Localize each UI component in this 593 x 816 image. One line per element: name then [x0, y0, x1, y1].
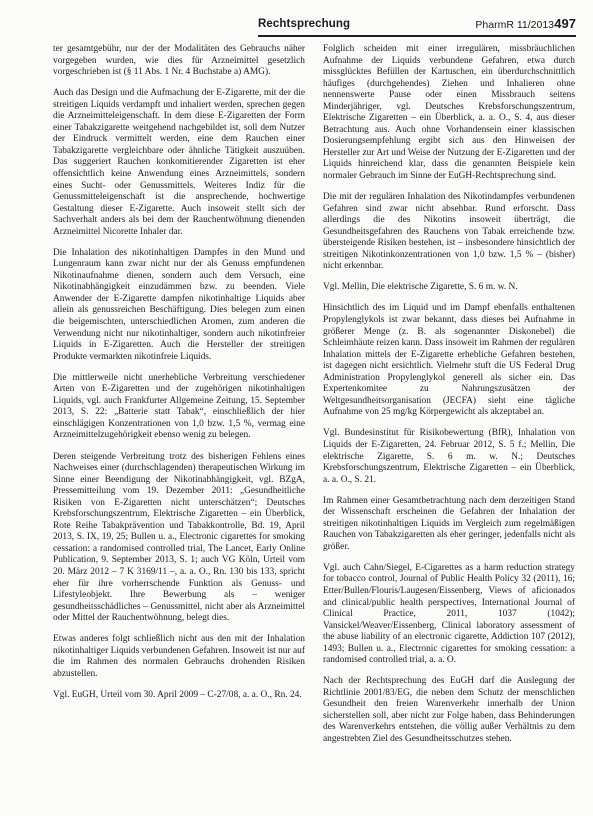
paragraph: Im Rahmen einer Gesamtbetrachtung nach dem derzeitigen Stand der Wissenschaft erscheinen die Gefahren der Inhalation der streitigen nikotinhaltigen Liquids im Vergleich zum regelmäßigen Rauchen von Tabakzigaretten als eher geringer, jedenfalls nicht als größer.	[323, 495, 575, 552]
citation: Vgl. Mellin, Die elektrische Zigarette, S. 6 m. w. N.	[323, 282, 518, 293]
paragraph: ter gesamtgebühr, nur der der Modalitäten des Gebrauchs näher vorgegeben wurden, wie dies für Arzneimittel gesetzlich vorgeschrieben ist (§ 11 Abs. 1 Nr. 4 Buchstabe a) AMG).	[53, 44, 305, 78]
citation: Vgl. EuGH, Urteil vom 30. April 2009 – C-27/08, a. a. O., Rn. 24.	[53, 689, 302, 700]
citation: Vgl. Bundesinstitut für Risikobewertung (BfR), Inhalation von Liquids der E-Zigaretten, 24. Februar 2012, S. 5 f.; Mellin, Die elektrische Zigarette, S. 6 m. w. N.; Deutsches Krebsforschungszentrum, Elektrische Zigaretten – ein Überblick, a. a. O., S. 21.	[323, 428, 575, 485]
paragraph: Die mittlerweile nicht unerhebliche Verbreitung verschiedener Arten von E-Zigaretten und der zugehörigen nikotinhaltigen Liquids, vgl. auch Frankfurter Allgemeine Zeitung, 15. September 2013, S. 22: „Batterie statt Tabak“, einschließlich der hier einschlägigen Konzentrationen von 1,0 bzw. 1,5 %, vermag eine Arzneimittelzugehörigkeit ebenso wenig zu belegen.	[53, 372, 305, 441]
paragraph: Folglich scheiden mit einer irregulären, missbräuchlichen Aufnahme der Liquids verbundene Gefahren, etwa durch missglücktes Befüllen der Kartuschen, ein überdurchschnittlich häufiges (durchgehendes) Ziehen und Inhalieren ohne nennenswerte Pause oder einen Missbrauch seitens Minderjähriger, vgl. Deutsches Krebsforschungszentrum, Elektrische Zigaretten – ein Überblick, a. a. O., S. 4, aus dieser Betrachtung aus. Auch ohne Vorhandensein einer klassischen Dosierungsempfehlung ergibt sich aus den Hinweisen der Hersteller zur Art und Weise der Nutzung der E-Zigaretten und der Liquids hinreichend klar, dass die genannten Beispiele kein normaler Gebrauch im Sinne der EuGH-Rechtsprechung sind.	[323, 44, 575, 182]
citation: Vgl. auch Cahn/Siegel, E-Cigarettes as a harm reduction strategy for tobacco control, Journal of Public Health Policy 32 (2011), 16; Etter/Bullen/Flouris/Laugesen/Eissenberg, Views of aficionados and clinical/public health perspectives, International Journal of Clinical Practice, 2011, 1037 (1042); Vansickel/Weaver/Eissenberg, Clinical laboratory assessment of the abuse liability of an electronic cigarette, Addiction 107 (2012), 1493; Bullen u. a., Electronic cigarettes for smoking cessation: a randomised controlled trial, a. a. O.	[323, 562, 575, 666]
left-column	[53, 44, 305, 804]
header-rule	[258, 35, 576, 37]
paragraph: Nach der Rechtsprechung des EuGH darf die Auslegung der Richtlinie 2001/83/EG, die neben dem Schutz der menschlichen Gesundheit den freien Warenverkehr innerhalb der Union sicherstellen soll, aber nicht zur Folge haben, dass Behinderungen des Warenverkehrs entstehen, die völlig außer Verhältnis zu dem angestrebten Ziel des Gesundheitsschutzes stehen.	[323, 676, 575, 745]
paragraph: Deren steigende Verbreitung trotz des bisherigen Fehlens eines Nachweises einer (durchschlagenden) therapeutischen Wirkung im Sinne einer Beendigung der Nikotinabhängigkeit, vgl. BZgA, Pressemitteilung vom 19. Dezember 2011: „Gesundheitliche Risiken von E-Zigaretten nicht unterschätzen“; Deutsches Krebsforschungszentrum, Elektrische Zigaretten – ein Überblick, Rote Reihe Tabakprävention und Tabakkontrolle, Bd. 19, April 2013, S. IX, 19, 25; Bullen u. a., Electronic cigarettes for smoking cessation: a randomised controlled trial, The Lancet, Early Online Publication, 9. September 2013, S. 1; auch VG Köln, Urteil vom 20. März 2012 – 7 K 3169/11 –, a. a. O., Rn. 130 bis 133, spricht eher für ihre vorherrschende Funktion als Genuss- und Lifestyleobjekt. Ihre Bewerbung als – weniger gesundheitsschädliches – Genussmittel, nicht aber als Arzneimittel oder Mittel der Rauchentwöhnung, belegt dies.	[53, 451, 305, 624]
journal-issue: PharmR 11/2013	[475, 19, 554, 31]
section-title: Rechtsprechung	[258, 18, 351, 30]
paragraph: Die Inhalation des nikotinhaltigen Dampfes in den Mund und Lungenraum kann zwar nicht nur der als Genuss empfundenen Nikotinaufnahme dienen, sondern auch dem Versuch, eine Nikotinabhängigkeit einzudämmen bzw. zu beenden. Viele Anwender der E-Zigarette dampfen nikotinhaltige Liquids aber allein als genussreichen Beschäftigung. Dies belegen zum einen die beigemischten, unterschiedlichen Aromen, zum anderen die Verwendung nicht nur nikotinhaltiger, sondern auch nikotinfreier Liquids in E-Zigaretten. Auch die Hersteller der streitigen Produkte vermarkten nikotinfreie Liquids.	[53, 247, 305, 362]
paragraph: Auch das Design und die Aufmachung der E-Zigarette, mit der die streitigen Liquids verdampft und inhaliert werden, sprechen gegen die Arzneimitteleigenschaft. In dem diese E-Zigaretten der Form einer Tabakzigarette weitgehend nachgebildet ist, soll dem Nutzer der Eindruck vermittelt werden, eine dem Rauchen einer Tabakzigarette vergleichbare oder ähnliche Tätigkeit auszuüben. Das suggeriert Rauchen konkomitierender Zigaretten ist eher offensichtlich keine Anwendung eines Arzneimittels, sondern eines Sucht- oder Genussmittels. Weiteres Indiz für die Genussmitteleigenschaft ist die ansprechende, hochwertige Gestaltung dieser E-Zigarette. Auch insoweit stellt sich der Sachverhalt anders als bei dem der Rauchentwöhnung dienenden Arzneimittel Nicorette Inhaler dar.	[53, 88, 305, 237]
page-header	[258, 16, 576, 42]
paragraph: Hinsichtlich des im Liquid und im Dampf ebenfalls enthaltenen Propylenglykols ist zwar bekannt, dass dieses bei Aufnahme in größerer Menge (z. B. als sogenannter Diskonebel) die Schleimhäute reizen kann. Dass insoweit im Rahmen der regulären Inhalation mittels der E-Zigarette erhebliche Gefahren bestehen, ist dagegen nicht ersichtlich. Vielmehr stuft die US Federal Drug Administration Propylenglykol generell als sicher ein. Das Expertenkomitee zu Nahrungszusätzen der Weltgesundheitsorganisation (JECFA) sieht eine tägliche Aufnahme von 25 mg/kg Körpergewicht als akzeptabel an.	[323, 303, 575, 418]
page-number: 497	[554, 16, 576, 31]
right-column	[323, 44, 575, 804]
paragraph: Die mit der regulären Inhalation des Nikotindampfes verbundenen Gefahren sind zwar nicht absehbar. Rund erforscht. Dass allerdings die des Nikotins insoweit überträgt, die Gesundheitsgefahren des Rauchens von Tabak erreichende bzw. übersteigende Risiken bestehen, ist – insbesondere hinsichtlich der streitigen Nikotinkonzentrationen von 1,0 bzw. 1,5 % – (bisher) nicht erkennbar.	[323, 192, 575, 272]
paragraph: Etwas anderes folgt schließlich nicht aus den mit der Inhalation nikotinhaltiger Liquids verbundenen Gefahren. Insoweit ist nur auf die im Rahmen des normalen Gebrauchs drohenden Risiken abzustellen.	[53, 634, 305, 679]
